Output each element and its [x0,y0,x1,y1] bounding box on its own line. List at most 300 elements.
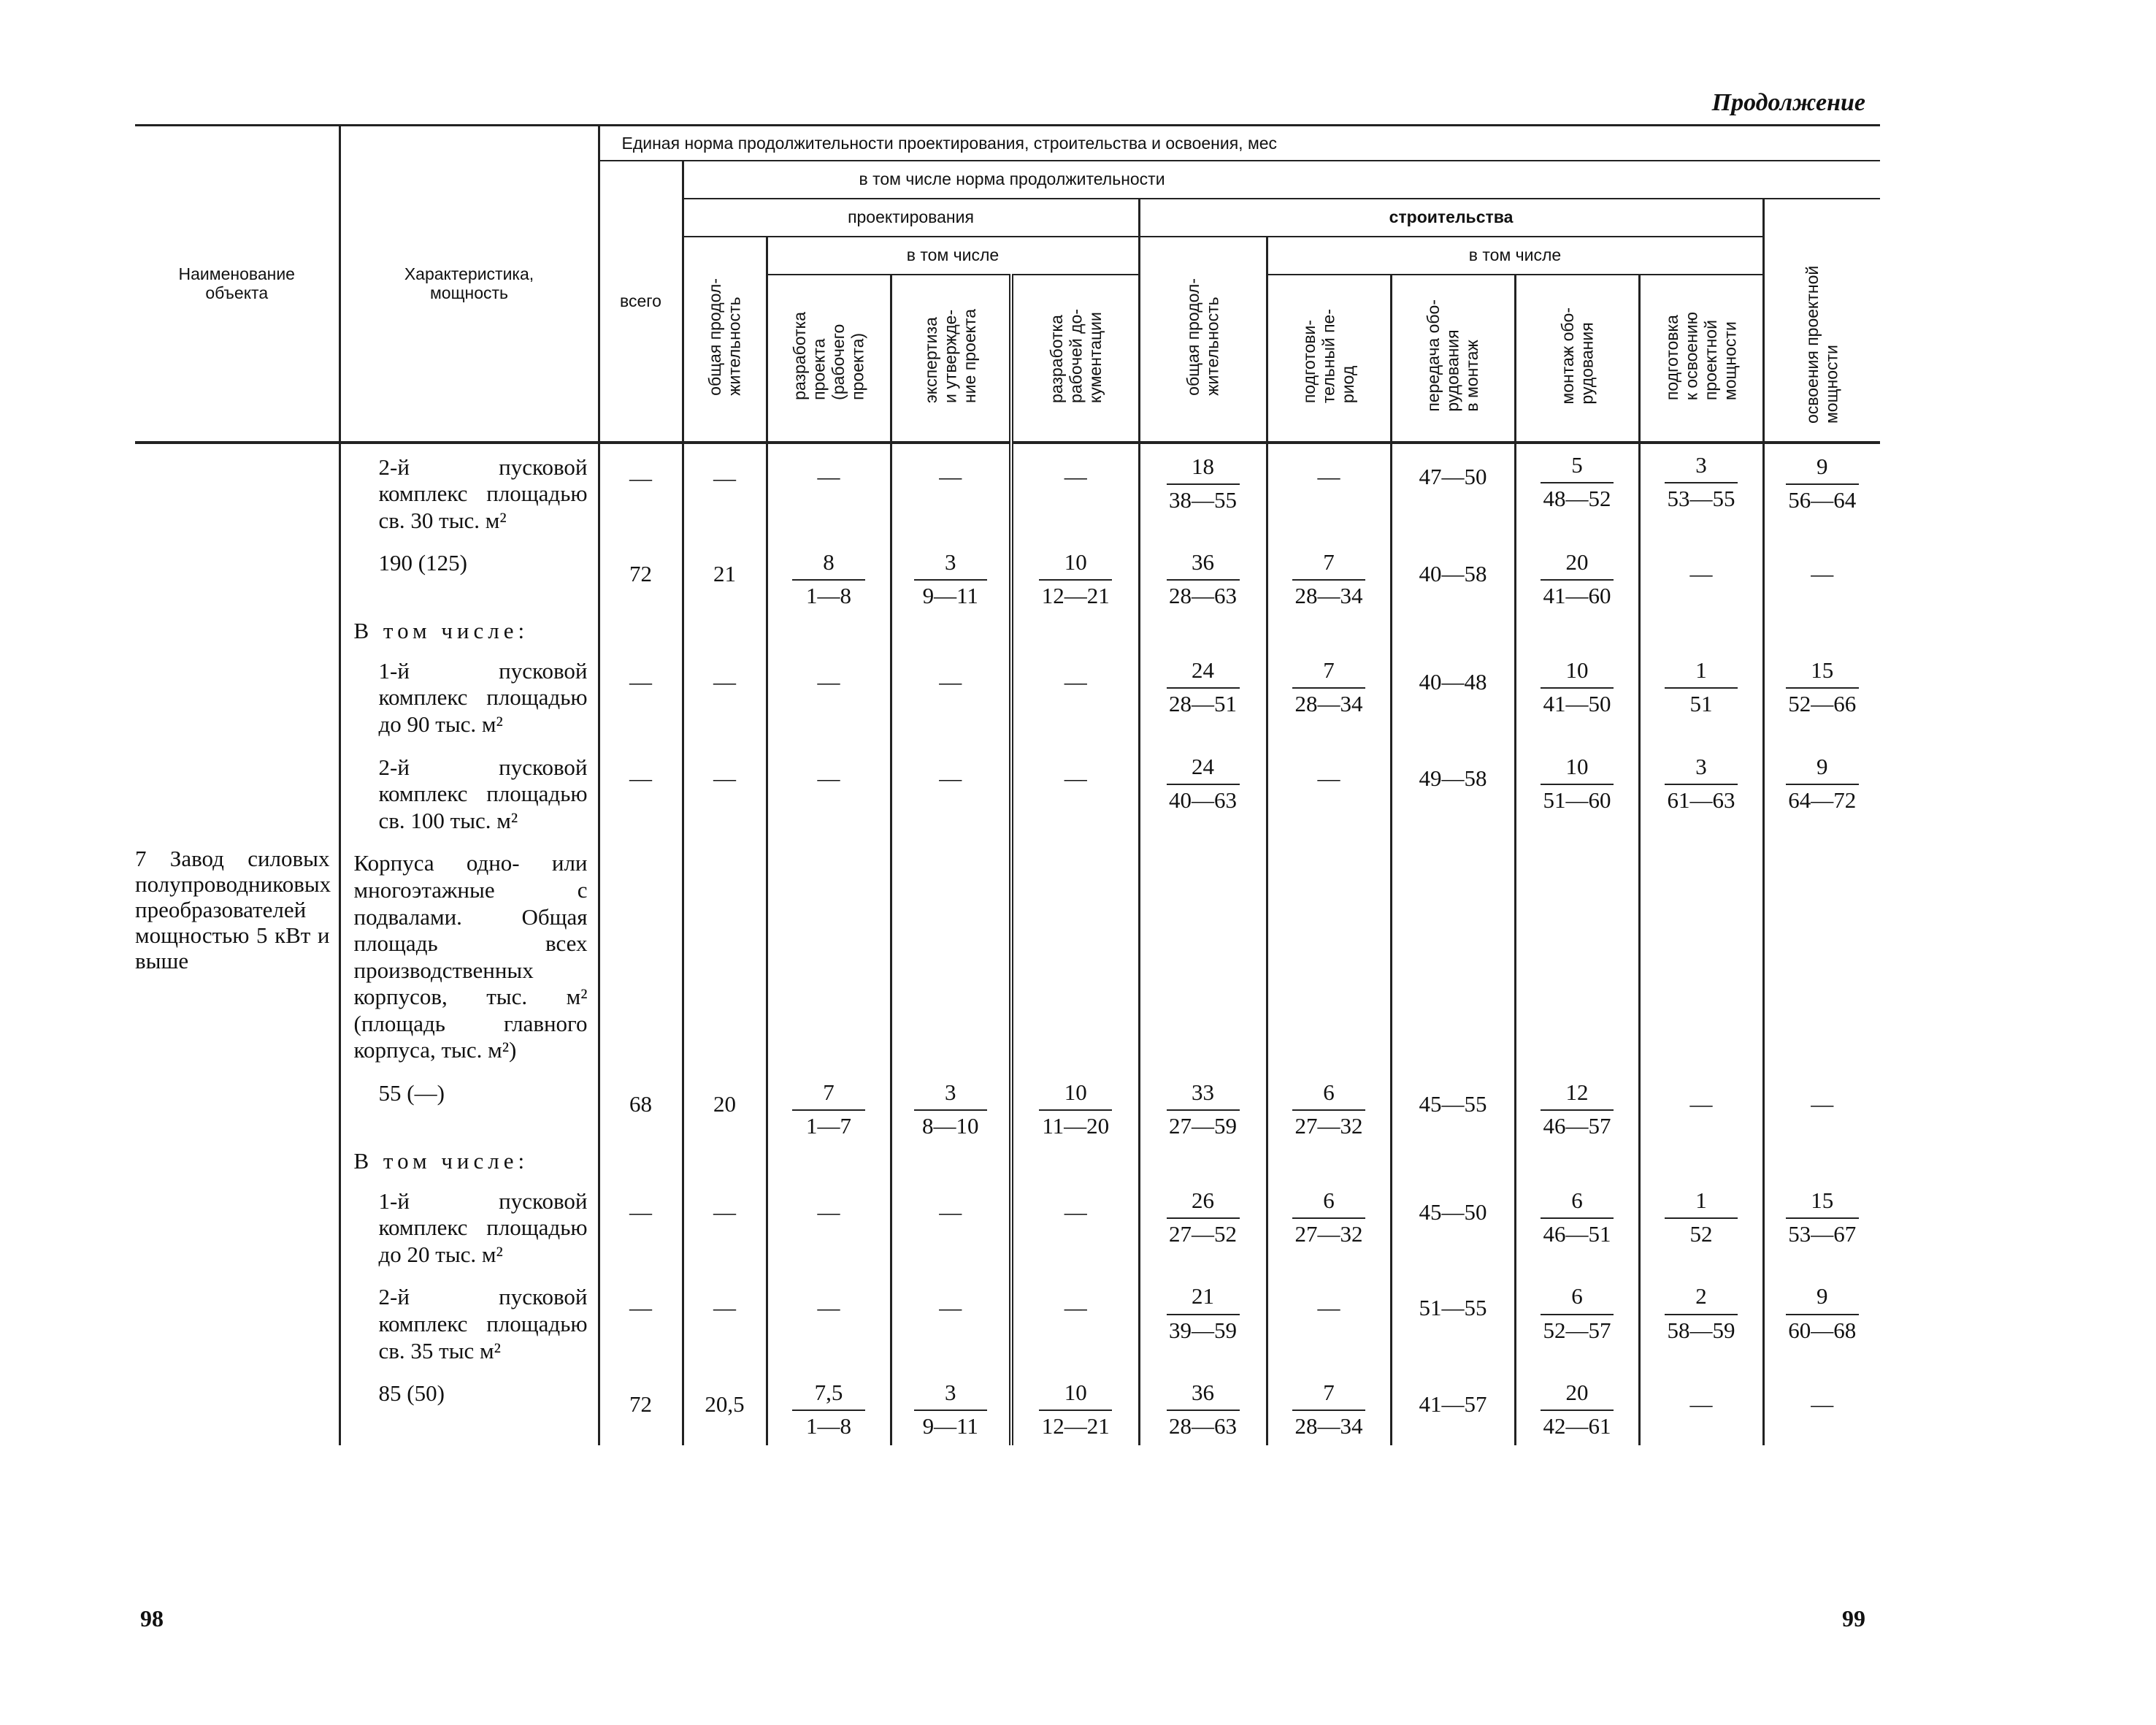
cell-design-expertise [891,1370,1011,1445]
cell-design-total [683,1178,767,1274]
cell-value: — [1064,1198,1087,1225]
cell-total [599,744,683,841]
cell-value: 40—48 [1419,668,1487,695]
empty-cell [1391,615,1515,648]
characteristic-text: 1-й пусковой комплекс площадью до 20 тыс. м² [378,1187,588,1267]
cell-value: — [1811,1091,1834,1117]
cell-value: 68 [629,1091,652,1117]
cell-value: — [629,765,652,791]
empty-cell [683,840,767,1070]
fraction-months: 27—32 [1294,1113,1363,1139]
cell-value: — [939,463,962,489]
cell-design-total [683,1274,767,1370]
empty-cell [683,615,767,648]
cell-value: — [817,1295,840,1321]
empty-cell [1763,615,1880,648]
object-name-cell [135,443,339,540]
fraction-duration: 8 [792,550,865,581]
cell-design-development [767,1370,891,1445]
cell-value: 21 [713,561,736,587]
cell-design-documentation [1011,648,1139,744]
fraction-months: 27—52 [1169,1220,1237,1247]
cell-construction-preparation [1267,744,1391,841]
fraction [1665,1188,1738,1247]
fraction-months: 41—50 [1543,691,1611,716]
cell-equipment-transfer [1391,648,1515,744]
fraction [1167,1380,1240,1439]
characteristic-cell [339,648,599,744]
empty-cell [767,1145,891,1178]
cell-construction-total [1139,1370,1267,1445]
fraction [1665,1284,1738,1342]
fraction-months: 53—67 [1788,1220,1857,1247]
cell-mastering [1763,1070,1880,1145]
fraction-months: 38—55 [1169,486,1237,513]
empty-cell [891,1145,1011,1178]
header-design-including: в том числе [767,237,1139,275]
fraction-duration: 6 [1292,1188,1365,1219]
table-header [135,126,1880,443]
empty-cell [1391,1145,1515,1178]
fraction [1039,1080,1112,1139]
fraction-duration: 3 [1665,453,1738,483]
fraction-months: 28—63 [1169,583,1237,609]
fraction [1541,1284,1614,1342]
cell-design-total [683,1070,767,1145]
cell-construction-preparation [1267,1274,1391,1370]
cell-mastering-preparation [1639,443,1763,540]
fraction-months: 12—21 [1041,583,1110,609]
fraction [1541,550,1614,608]
fraction [1786,1188,1859,1247]
empty-cell [599,1145,683,1178]
object-name-cell [135,840,339,1070]
cell-mastering [1763,1370,1880,1445]
table-row [135,1178,1880,1274]
cell-value: 72 [629,1391,652,1418]
object-name-cell [135,744,339,841]
object-name-cell [135,1070,339,1145]
cell-design-development [767,1070,891,1145]
fraction-months: 41—60 [1543,583,1611,609]
header-construction-including: в том числе [1267,237,1763,275]
cell-design-documentation [1011,1178,1139,1274]
header-design-total: общая продол- жительность [683,237,767,443]
fraction [914,550,987,608]
characteristic-text: 55 (—) [378,1080,445,1106]
fraction-duration: 7 [1292,658,1365,689]
cell-value: — [629,464,652,491]
fraction-duration: 6 [1541,1284,1614,1315]
empty-cell [1763,1145,1880,1178]
fraction-duration: 20 [1541,550,1614,581]
cell-value: — [1064,463,1087,489]
duration-norms-table [135,124,1880,1445]
header-design-expertise: экспертиза и утвержде- ние проекта [891,275,1011,443]
cell-mastering [1763,744,1880,841]
cell-value: — [713,765,736,791]
object-name-cell [135,1178,339,1274]
fraction [1167,1284,1240,1342]
cell-value: 40—58 [1419,561,1487,587]
table-row [135,540,1880,615]
fraction [1541,658,1614,716]
object-description-row [135,840,1880,1070]
cell-total [599,1274,683,1370]
including-label: В том числе: [353,1148,529,1174]
cell-construction-total [1139,744,1267,841]
fraction-duration: 3 [914,550,987,581]
cell-mastering-preparation [1639,648,1763,744]
header-design: проектирования [683,199,1139,237]
cell-design-documentation [1011,744,1139,841]
fraction [1541,453,1614,511]
characteristic-cell [339,443,599,540]
cell-design-development [767,744,891,841]
header-total: всего [599,161,683,443]
object-characteristic: Корпуса одно- или многоэтажные с подвалами. Общая площадь всех производственных корпусов, тыс. м² (площадь главного корпуса, тыс. м²) [353,850,588,1063]
fraction [1541,754,1614,813]
cell-total [599,1070,683,1145]
cell-value: — [713,464,736,491]
table-row [135,744,1880,841]
cell-total [599,443,683,540]
fraction [1786,658,1859,716]
fraction-duration: 3 [914,1080,987,1111]
fraction [1167,550,1240,608]
table-row [135,1370,1880,1445]
fraction [1167,754,1240,813]
cell-value: — [713,668,736,695]
fraction-months: 39—59 [1169,1317,1237,1343]
characteristic-cell [339,615,599,648]
cell-construction-preparation [1267,1178,1391,1274]
empty-cell [1515,615,1639,648]
cell-design-total [683,443,767,540]
cell-design-development [767,1178,891,1274]
table-row [135,1145,1880,1178]
fraction-duration: 7 [1292,550,1365,581]
empty-cell [1267,1145,1391,1178]
cell-value: — [939,765,962,791]
empty-cell [1763,840,1880,1070]
characteristic-text: 2-й пусковой комплекс площадью св. 100 тыс. м² [378,754,588,833]
fraction-duration: 15 [1786,1188,1859,1219]
cell-construction-preparation [1267,443,1391,540]
fraction-duration: 15 [1786,658,1859,689]
empty-cell [891,615,1011,648]
cell-equipment-installation [1515,443,1639,540]
cell-value: 41—57 [1419,1391,1487,1418]
fraction [1665,658,1738,716]
object-name-cell [135,540,339,615]
empty-cell [1515,840,1639,1070]
empty-cell [1267,615,1391,648]
cell-design-expertise [891,540,1011,615]
cell-equipment-installation [1515,540,1639,615]
cell-equipment-installation [1515,1070,1639,1145]
header-construction: строительства [1139,199,1763,237]
header-equipment-installation: монтаж обо- рудования [1515,275,1639,443]
fraction-duration: 18 [1167,454,1240,485]
fraction [1665,453,1738,511]
empty-cell [683,1145,767,1178]
fraction [1786,454,1859,513]
fraction [1292,1188,1365,1247]
cell-value: — [1317,1295,1340,1321]
cell-design-expertise [891,1274,1011,1370]
fraction [1292,1080,1365,1139]
cell-value: — [629,1198,652,1225]
header-construction-total: общая продол- жительность [1139,237,1267,443]
cell-equipment-transfer [1391,1178,1515,1274]
cell-value: — [1317,765,1340,791]
cell-value: 20,5 [705,1391,745,1418]
cell-design-total [683,540,767,615]
cell-mastering [1763,648,1880,744]
fraction [1541,1188,1614,1247]
cell-mastering-preparation [1639,540,1763,615]
fraction-months: 1—8 [806,1413,851,1439]
header-equipment-transfer: передача обо- рудования в монтаж [1391,275,1515,443]
fraction-duration: 6 [1541,1188,1614,1219]
fraction-months: 8—10 [922,1113,979,1139]
empty-cell [1011,615,1139,648]
empty-cell [1139,840,1267,1070]
fraction-months: 28—51 [1169,691,1237,716]
cell-equipment-transfer [1391,1370,1515,1445]
fraction-months: 12—21 [1041,1413,1110,1439]
fraction-duration: 26 [1167,1188,1240,1219]
including-label: В том числе: [353,618,529,644]
cell-value: 72 [629,561,652,587]
object-name-cell [135,1274,339,1370]
cell-design-expertise [891,1070,1011,1145]
cell-value: — [629,668,652,695]
fraction-duration: 3 [914,1380,987,1411]
cell-design-expertise [891,744,1011,841]
fraction-duration: 12 [1541,1080,1614,1111]
header-characteristic: Характеристика, мощность [339,126,599,443]
fraction-duration: 24 [1167,754,1240,785]
cell-total [599,540,683,615]
fraction-duration: 7,5 [792,1380,865,1411]
header-including-norm: в том числе норма продолжительности [683,161,1880,199]
cell-value: 51—55 [1419,1295,1487,1321]
cell-value: — [939,1295,962,1321]
continuation-caption: Продолжение [1711,89,1865,116]
fraction-duration: 33 [1167,1080,1240,1111]
cell-construction-total [1139,648,1267,744]
fraction-months: 1—8 [806,583,851,609]
cell-construction-total [1139,1070,1267,1145]
table-row [135,615,1880,648]
fraction-duration: 7 [792,1080,865,1111]
cell-value: — [1689,561,1713,587]
cell-equipment-installation [1515,1370,1639,1445]
table-row [135,1274,1880,1370]
fraction-duration: 9 [1786,454,1859,485]
fraction-months: 64—72 [1788,787,1857,813]
cell-value: — [1689,1391,1713,1418]
fraction-months: 27—32 [1294,1220,1363,1247]
fraction-months: 28—34 [1294,691,1363,716]
cell-construction-preparation [1267,1070,1391,1145]
cell-construction-total [1139,540,1267,615]
cell-equipment-installation [1515,1178,1639,1274]
empty-cell [1391,840,1515,1070]
cell-equipment-installation [1515,1274,1639,1370]
fraction-months: 9—11 [922,583,978,609]
fraction-duration: 36 [1167,550,1240,581]
fraction-duration: 10 [1039,1380,1112,1411]
characteristic-text: 2-й пусковой комплекс площадью св. 35 тыс м² [378,1284,588,1363]
fraction-duration: 10 [1039,1080,1112,1111]
cell-mastering-preparation [1639,1178,1763,1274]
characteristic-cell [339,1370,599,1445]
fraction-months: 11—20 [1042,1113,1110,1139]
cell-total [599,648,683,744]
cell-value: — [817,463,840,489]
characteristic-cell [339,540,599,615]
fraction [1039,1380,1112,1439]
fraction-months: 28—34 [1294,583,1363,609]
fraction-months: 48—52 [1543,485,1611,511]
fraction-duration: 36 [1167,1380,1240,1411]
fraction [1786,1284,1859,1342]
fraction-months: 28—63 [1169,1413,1237,1439]
cell-value: — [817,1198,840,1225]
cell-mastering [1763,540,1880,615]
empty-cell [891,840,1011,1070]
empty-cell [1639,615,1763,648]
cell-design-development [767,1274,891,1370]
empty-cell [1011,1145,1139,1178]
empty-cell [599,615,683,648]
cell-design-documentation [1011,443,1139,540]
fraction [914,1380,987,1439]
fraction [1167,658,1240,716]
header-design-development: разработка проекта (рабочего проекта) [767,275,891,443]
characteristic-cell [339,1070,599,1145]
cell-value: 49—58 [1419,765,1487,791]
empty-cell [1139,1145,1267,1178]
header-design-documentation: разработка рабочей до- кументации [1011,275,1139,443]
fraction-duration: 9 [1786,1284,1859,1315]
characteristic-cell [339,744,599,841]
cell-value: 20 [713,1091,736,1117]
fraction-months: 42—61 [1543,1413,1611,1439]
cell-value: — [939,668,962,695]
cell-value: — [1064,668,1087,695]
cell-equipment-transfer [1391,443,1515,540]
characteristic-text: 85 (50) [378,1380,445,1407]
empty-cell [1639,840,1763,1070]
object-name-cell [135,1145,339,1178]
fraction-months: 51 [1689,691,1713,716]
fraction [1292,658,1365,716]
fraction-months: 46—57 [1543,1113,1611,1139]
object-name-cell [135,615,339,648]
fraction [1167,454,1240,513]
cell-design-development [767,443,891,540]
fraction-months: 27—59 [1169,1113,1237,1139]
fraction-duration: 7 [1292,1380,1365,1411]
cell-design-total [683,648,767,744]
fraction [1665,754,1738,813]
cell-equipment-transfer [1391,1274,1515,1370]
fraction-months: 52—57 [1543,1317,1611,1343]
cell-total [599,1370,683,1445]
fraction-months: 56—64 [1788,486,1857,513]
characteristic-text: 1-й пусковой комплекс площадью до 90 тыс. м² [378,657,588,738]
table-row [135,443,1880,540]
fraction-months: 60—68 [1788,1317,1857,1343]
cell-mastering [1763,443,1880,540]
object-name: 7 Завод силовых полупроводниковых преобразователей мощностью 5 кВт и выше [135,846,331,974]
cell-construction-preparation [1267,648,1391,744]
cell-value: — [713,1198,736,1225]
header-mastering: освоения проектной мощности [1763,199,1880,443]
fraction-months: 46—51 [1543,1220,1611,1247]
fraction [914,1080,987,1139]
header-construction-preparation: подготови- тельный пе- риод [1267,275,1391,443]
empty-cell [1267,840,1391,1070]
empty-cell [767,615,891,648]
fraction-duration: 24 [1167,658,1240,689]
cell-design-documentation [1011,1274,1139,1370]
object-name-cell [135,648,339,744]
characteristic-text: 2-й пусковой комплекс площадью св. 30 тыс. м² [378,454,588,533]
cell-design-development [767,540,891,615]
table-row [135,1070,1880,1145]
fraction-duration: 2 [1665,1284,1738,1315]
fraction-months: 52—66 [1788,691,1857,716]
cell-mastering [1763,1274,1880,1370]
cell-equipment-transfer [1391,744,1515,841]
characteristic-cell [339,1178,599,1274]
cell-value: — [1811,1391,1834,1418]
cell-mastering [1763,1178,1880,1274]
empty-cell [599,840,683,1070]
cell-design-documentation [1011,540,1139,615]
cell-construction-total [1139,443,1267,540]
cell-construction-preparation [1267,1370,1391,1445]
page-number-left: 98 [140,1605,164,1632]
fraction-duration: 21 [1167,1284,1240,1315]
empty-cell [1515,1145,1639,1178]
fraction [1292,550,1365,608]
cell-design-expertise [891,648,1011,744]
cell-equipment-transfer [1391,540,1515,615]
characteristic-cell [339,1274,599,1370]
fraction [1786,754,1859,813]
cell-mastering-preparation [1639,744,1763,841]
fraction-duration: 1 [1665,1188,1738,1219]
fraction-duration: 3 [1665,754,1738,785]
cell-value: — [817,765,840,791]
fraction [1292,1380,1365,1439]
header-mastering-preparation: подготовка к освоению проектной мощности [1639,275,1763,443]
fraction [1167,1188,1240,1247]
table-body [135,443,1880,1446]
cell-design-total [683,744,767,841]
cell-design-total [683,1370,767,1445]
cell-mastering-preparation [1639,1274,1763,1370]
characteristic-cell [339,1145,599,1178]
fraction [792,1380,865,1439]
cell-value: 45—50 [1419,1198,1487,1225]
